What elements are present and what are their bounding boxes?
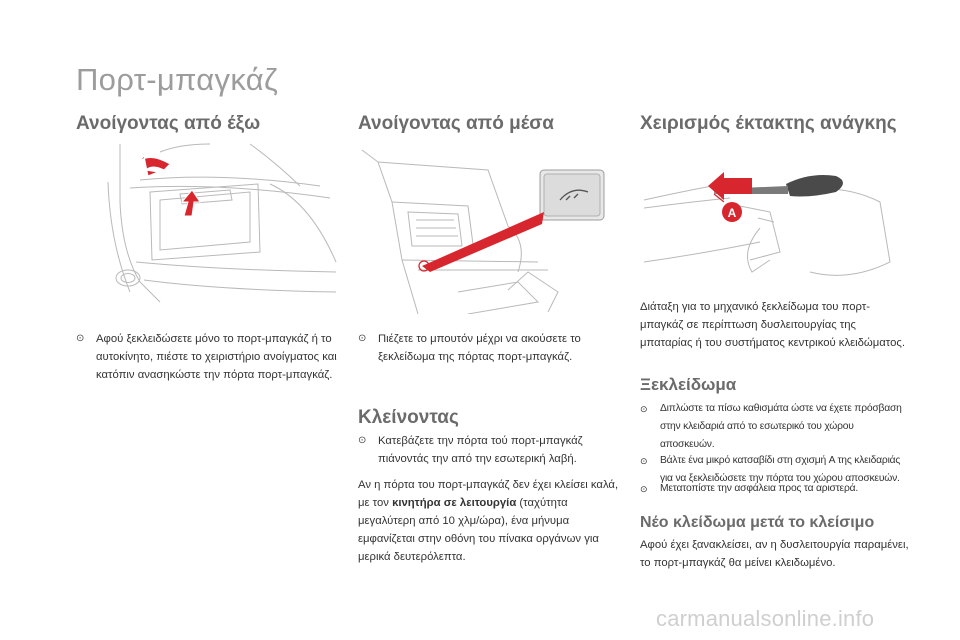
emergency-intro: Διάταξη για το μηχανικό ξεκλείδωμα του πορτ-μπαγκάζ σε περίπτωση δυσλειτουργίας της μπαταρίας ή του συστήματος κεντρικού κλειδώματος. <box>640 301 905 349</box>
page-title: Πορτ-μπαγκάζ <box>76 62 278 97</box>
section-title-relock: Νέο κλείδωμα μετά το κλείσιμο <box>640 514 875 531</box>
arrow-left-icon <box>708 172 752 200</box>
bullet-text: Πιέζετε το μπουτόν μέχρι να ακούσετε το ξεκλείδωμα της πόρτας πορτ-μπαγκάζ. <box>378 333 581 363</box>
illustration-emergency <box>640 142 902 290</box>
illustration-open-outside <box>100 142 338 304</box>
unlock-item-3 <box>640 480 910 498</box>
section-title-open-outside: Ανοίγοντας από έξω <box>76 113 261 134</box>
bullet-open-outside <box>76 330 341 384</box>
bullet-text: Αφού ξεκλειδώσετε μόνο το πορτ-μπαγκάζ ή το αυτοκίνητο, πιέστε το χειριστήριο ανοίγματος και κατόπιν ανασηκώστε την πόρτα πορτ-μπαγκάζ. <box>96 333 337 381</box>
bullet-text: Κατεβάζετε την πόρτα τού πορτ-μπαγκάζ πιάνοντάς την από την εσωτερική λαβή. <box>378 435 583 465</box>
bullet-open-inside <box>358 330 620 366</box>
bullet-icon: ⊙ <box>76 333 85 344</box>
screwdriver-handle <box>786 175 843 197</box>
paragraph-warning <box>358 476 624 566</box>
bullet-icon: ⊙ <box>358 435 367 446</box>
unlock-item-1 <box>640 400 910 454</box>
bullet-icon: ⊙ <box>640 404 648 414</box>
bullet-icon: ⊙ <box>640 484 648 494</box>
pointer-wedge <box>422 212 544 272</box>
section-title-open-inside: Ανοίγοντας από μέσα <box>358 113 554 134</box>
section-title-unlock: Ξεκλείδωμα <box>640 375 737 394</box>
paragraph-text-end: (ταχύτητα μεγαλύτερη από 10 χλμ/ώρα), ένα μήνυμα εμφανίζεται στην οθόνη του πίνακα οργάνων για μερικά δευτερόλεπτα. <box>358 497 599 563</box>
bullet-icon: ⊙ <box>358 333 367 344</box>
illustration-open-inside <box>358 142 608 314</box>
watermark: carmanualsonline.info <box>656 606 875 631</box>
unlock-item-text: Διπλώστε τα πίσω καθισμάτα ώστε να έχετε πρόσβαση στην κλειδαριά από το εσωτερικό του χώρου αποσκευών. <box>660 403 902 450</box>
callout-a-label: A <box>727 206 737 220</box>
unlock-item-text: Βάλτε ένα μικρό κατσαβίδι στη σχισμή A της κλειδαριάς για να ξεκλειδώσετε την πόρτα του χώρου αποσκευών. <box>660 455 901 484</box>
unlock-item-text: Μετατοπίστε την ασφάλεια προς τα αριστερά. <box>660 483 859 494</box>
section-title-emergency: Χειρισμός έκτακτης ανάγκης <box>640 113 897 134</box>
paragraph-keyword: κινητήρα σε λειτουργία <box>392 497 517 509</box>
arrow-lift-icon <box>138 156 170 176</box>
bullet-closing <box>358 432 623 468</box>
bullet-icon: ⊙ <box>640 456 648 466</box>
section-title-closing: Κλείνοντας <box>358 407 459 428</box>
relock-text: Αφού έχει ξανακλείσει, αν η δυσλειτουργία παραμένει, το πορτ-μπαγκάζ θα μείνει κλειδωμένο. <box>640 539 909 569</box>
paragraph-text-start: Αν η πόρτα του πορτ-μπαγκάζ δεν έχει κλείσει καλά, με τον <box>358 479 619 509</box>
